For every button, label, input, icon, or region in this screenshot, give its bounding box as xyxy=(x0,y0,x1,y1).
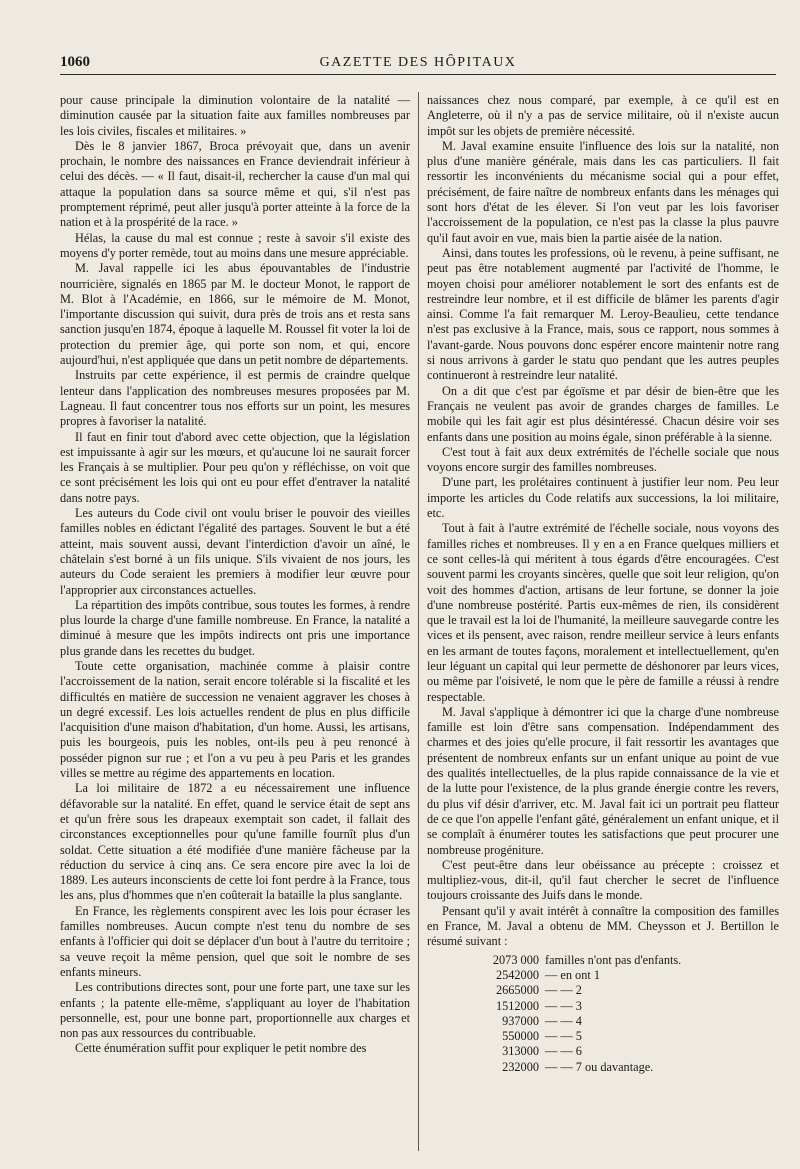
family-count: 2542000 xyxy=(495,967,539,982)
paragraph: C'est tout à fait aux deux extrémités de l'échelle sociale que nous voyons encore surgir des familles nombreuses. xyxy=(427,444,779,475)
paragraph: On a dit que c'est par égoïsme et par désir de bien-être que les Français ne veulent pas avoir de grandes charges de familles. Le mobile qui les fait agir est plus désintéressé. Chacun désire voir ses enfants dans une position au moins égale, sinon préférable à la sienne. xyxy=(427,383,779,444)
table-row xyxy=(427,953,779,968)
paragraph: D'une part, les prolétaires continuent à justifier leur nom. Peu leur importe les articles du Code relatifs aux successions, la loi militaire, etc. xyxy=(427,475,779,521)
family-description: — — 5 xyxy=(545,1029,582,1044)
paragraph: M. Javal examine ensuite l'influence des lois sur la natalité, non plus d'une manière générale, mais dans les cas particuliers. Il fait ressortir les inconvénients du mécanisme social qui a pour effet, précisément, de faire naître de nombreux enfants dans les ménages qui sont hors d'état de les élever. Si l'on veut par les lois favoriser l'accroissement de la population, ce n'est pas la classe la plus pauvre qu'il faut avoir en vue, mais bien la partie aisée de la nation. xyxy=(427,138,779,245)
paragraph: pour cause principale la diminution volontaire de la natalité — diminution causée par la situation faite aux familles nombreuses par les lois civiles, fiscales et militaires. » xyxy=(60,93,410,138)
page-number: 1060 xyxy=(60,54,90,70)
paragraph: Pensant qu'il y avait intérêt à connaître la composition des familles en France, M. Javal a obtenu de MM. Cheysson et J. Bertillon le résumé suivant : xyxy=(427,903,779,949)
paragraph: Les auteurs du Code civil ont voulu briser le pouvoir des vieilles familles nobles en édictant l'égalité des partages. Souvent le but a été atteint, mais souvent aussi, devant l'interdiction d'avoir un aîné, le châtelain s'est borné à un fils unique. S'ils vivaient de nos jours, les auteurs du Code seraient les premiers à modifier leur œuvre pour l'approprier aux circonstances actuelles. xyxy=(60,506,410,597)
paragraph: naissances chez nous comparé, par exemple, à ce qu'il est en Angleterre, où il n'y a pas de service militaire, où il n'existe aucun impôt sur les objets de première nécessité. xyxy=(427,93,779,138)
family-count: 1512000 xyxy=(495,998,539,1013)
paragraph: En France, les règlements conspirent avec les lois pour écraser les familles nombreuses. Aucun compte n'est tenu du nombre de ses enfants à l'officier qui doit se déplacer d'un bout à l'autre du territoire ; sa veuve reçoit la même pension, quel que soit le nombre de ses enfants mineurs. xyxy=(60,903,410,979)
family-description: — — 3 xyxy=(545,998,582,1013)
journal-title: GAZETTE DES HÔPITAUX xyxy=(319,55,517,70)
paragraph: Cette énumération suffit pour expliquer le petit nombre des xyxy=(75,1041,367,1056)
table-row xyxy=(427,1014,779,1029)
family-description: — en ont 1 xyxy=(545,967,600,982)
table-row xyxy=(427,1029,779,1044)
family-count: 937000 xyxy=(502,1013,539,1028)
paragraph: M. Javal s'applique à démontrer ici que la charge d'une nombreuse famille est loin d'être sans compensation. Indépendamment des charmes et des joies qu'elle procure, il fait ressortir les avantages que présentent de nombreux enfants sur un enfant unique au point de vue des qualités intellectuelles, de la plus rapide connaissance de la vie et de la lutte pour l'existence, de la plus grande énergie contre les revers, du plus vif désir d'arriver, etc. M. Javal fait ici un portrait peu flatteur de ce que l'on appelle l'enfant gâté, généralement un enfant unique, et il se complaît à énumérer toutes les satisfactions que peut procurer une nombreuse progéniture. xyxy=(427,704,780,857)
family-description: — — 2 xyxy=(545,983,582,998)
family-description: familles n'ont pas d'enfants. xyxy=(545,952,682,967)
paragraph: Ainsi, dans toutes les professions, où le revenu, à peine suffisant, ne peut pas être notablement augmenté par l'activité de l'homme, le moyen choisi pour améliorer notablement le sort des enfants est de restreindre leur nombre, et il est difficile de blâmer les parents d'agir ainsi. Comme l'a fait remarquer M. Leroy-Beaulieu, cette tendance n'est pas exclusive à la France, mais, sous ce rapport, nous sommes à l'avant-garde. Nous pouvons donc espérer encore maintenir notre rang si nous arrivons à garder le statu quo pendant que les autres peuples continueront à restreindre leur natalité. xyxy=(427,245,779,383)
family-count: 313000 xyxy=(502,1044,539,1059)
paragraph: Toute cette organisation, machinée comme à plaisir contre l'accroissement de la nation, serait encore tolérable si la fiscalité et les difficultés en matière de succession ne venaient aggraver les choses à un degré excessif. Les lois actuelles rendent de plus en plus difficile l'acquisition d'une maison d'habitation, d'un home. Aussi, les artisans, puis les bourgeois, puis les nobles, ont-ils peu à peu renoncé à posséder pignon sur rue ; et l'on a vu peu à peu Paris et les grandes villes se mettre au régime des appartements en location. xyxy=(60,658,410,781)
column-divider xyxy=(418,92,419,1151)
paragraph: Dès le 8 janvier 1867, Broca prévoyait que, dans un avenir prochain, le nombre des naissances en France deviendrait inférieur à celui des décès. — « Il faut, disait-il, rechercher la cause d'un mal qui attaque la population dans sa source même et qui, s'il n'est pas promptement réprimé, peut aller jusqu'à porter atteinte à la force de la nation et à la prospérité de la race. » xyxy=(60,138,410,230)
paragraph: C'est peut-être dans leur obéissance au précepte : croissez et multipliez-vous, dit-il, qu'il faut chercher le secret de l'influence toujours croissante des Juifs dans le monde. xyxy=(427,857,779,903)
family-description: — — 7 ou davantage. xyxy=(545,1059,654,1074)
paragraph: La répartition des impôts contribue, sous toutes les formes, à rendre plus lourde la charge d'une famille nombreuse. En France, la natalité a diminué à mesure que les impôts indirects ont pris une importance plus grande dans les recettes du budget. xyxy=(60,597,410,658)
family-description: — — 4 xyxy=(545,1013,582,1028)
family-description: — — 6 xyxy=(545,1044,582,1059)
paragraph: Il faut en finir tout d'abord avec cette objection, que la législation est impuissante à agir sur les mœurs, et qu'aucune loi ne saurait forcer les Français à se multiplier. Pour peu qu'on y réfléchisse, on voit que ce sont précisément les lois qui ont eu pour effet d'entraver la natalité dans notre pays. xyxy=(60,429,410,505)
right-column xyxy=(427,93,779,1075)
paragraph: M. Javal rappelle ici les abus épouvantables de l'industrie nourricière, signalés en 1865 par M. le docteur Monot, le rapport de M. Blot à l'Académie, en 1866, sur le mémoire de M. Monot, l'importante discussion qui suivit, dura près de trois ans et resta sans sanction jusqu'en 1874, époque à laquelle M. Roussel fit voter la loi de protection du premier âge, qui porte son nom, et qui, encore aujourd'hui, n'est appliquée que dans un petit nombre de départements. xyxy=(60,261,410,368)
family-count: 2073 000 xyxy=(492,952,539,967)
paragraph: Instruits par cette expérience, il est permis de craindre quelque lenteur dans l'application des nombreuses mesures proposées par M. Lagneau. Il faut concentrer tous nos efforts sur un point, les mesures propres à favoriser la natalité. xyxy=(60,368,410,429)
family-count: 232000 xyxy=(502,1059,539,1074)
page-header xyxy=(60,50,776,75)
table-row xyxy=(427,1060,779,1075)
table-row xyxy=(427,968,779,983)
left-column xyxy=(60,93,410,1057)
paragraph: Tout à fait à l'autre extrémité de l'échelle sociale, nous voyons des familles riches et nombreuses. Il y en a en France quelques milliers et ce sont celles-là qui méritent à tous égards d'être encouragées. C'est souvent parmi les croyants sincères, quelle que soit leur religion, qu'on voit des hommes d'action, artisans de leur fortune, se donner la joie d'une nombreuse postérité. Partis eux-mêmes de rien, ils considèrent que le travail est la loi de l'humanité, la meilleure sauvegarde contre les vices et ils pensent, avec raison, rendre meilleur service à leurs enfants en les armant de toutes façons, moralement et intellectuellement, qu'en leur léguant un capital qui leur permette de déshonorer par leurs vices, ou même par l'oisiveté, le nom que le père de famille a réussi à rendre respectable. xyxy=(427,521,779,704)
table-row xyxy=(427,983,779,998)
paragraph: La loi militaire de 1872 a eu nécessairement une influence défavorable sur la natalité. En effet, quand le service était de sept ans et qu'un frère sous les drapeaux exemptait son cadet, il fallait des circonstances exceptionnelles pour qu'une famille fournît plus d'un soldat. Cette situation a été modifiée d'une manière fâcheuse par la réduction du service à cinq ans. Ce sera encore pire avec la loi de 1889. Les auteurs inconscients de cette loi font perdre à la France, tous les ans, plus d'hommes que n'en coûterait la bataille la plus sanglante. xyxy=(60,781,410,903)
paragraph: Les contributions directes sont, pour une forte part, une taxe sur les enfants ; la patente elle-même, s'appliquant au loyer de l'habitation personnelle, est, pour une bonne part, proportionnelle aux charges et non pas aux ressources du contribuable. xyxy=(60,980,410,1041)
family-count: 2665000 xyxy=(495,983,539,998)
family-count: 550000 xyxy=(502,1029,539,1044)
family-statistics-table xyxy=(427,953,779,1075)
table-row xyxy=(427,1044,779,1059)
table-row xyxy=(427,999,779,1014)
paragraph: Hélas, la cause du mal est connue ; reste à savoir s'il existe des moyens d'y porter remède, tout au moins dans une mesure appréciable. xyxy=(60,230,410,260)
